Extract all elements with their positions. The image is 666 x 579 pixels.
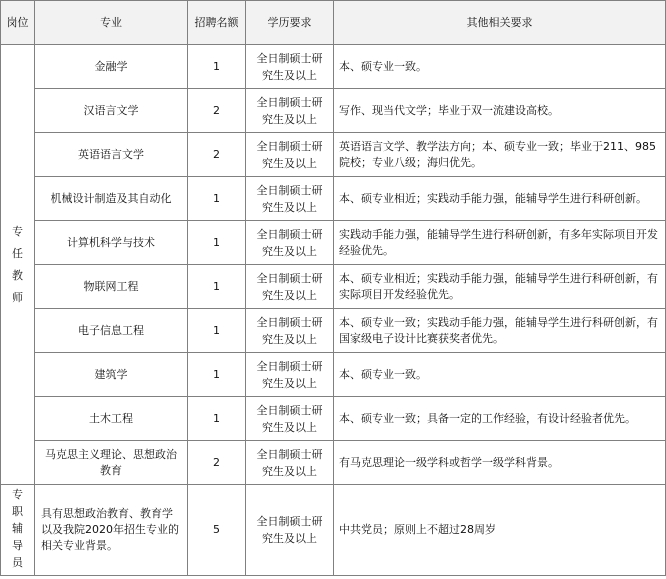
header-major: 专业 (35, 1, 188, 45)
position-label: 专职辅导员 (12, 488, 23, 569)
requirement-cell: 英语语言文学、教学法方向；本、硕专业一致；毕业于211、985院校；专业八级；海归优先。 (334, 133, 666, 177)
major-cell: 机械设计制造及其自动化 (35, 177, 188, 221)
requirement-cell: 中共党员；原则上不超过28周岁 (334, 485, 666, 576)
table-row (1, 177, 666, 221)
education-cell: 全日制硕士研究生及以上 (246, 353, 334, 397)
requirement-cell: 本、硕专业一致。 (334, 353, 666, 397)
requirement-cell: 本、硕专业相近；实践动手能力强，能辅导学生进行科研创新，有实际项目开发经验优先。 (334, 265, 666, 309)
quota-cell: 1 (188, 221, 246, 265)
requirement-cell: 本、硕专业一致。 (334, 45, 666, 89)
quota-cell: 1 (188, 265, 246, 309)
table-row (1, 265, 666, 309)
education-cell: 全日制硕士研究生及以上 (246, 309, 334, 353)
education-cell: 全日制硕士研究生及以上 (246, 133, 334, 177)
requirement-cell: 本、硕专业一致；具备一定的工作经验，有设计经验者优先。 (334, 397, 666, 441)
quota-cell: 2 (188, 89, 246, 133)
position-cell (1, 45, 35, 485)
education-cell: 全日制硕士研究生及以上 (246, 177, 334, 221)
header-row (1, 1, 666, 45)
education-cell: 全日制硕士研究生及以上 (246, 45, 334, 89)
requirement-cell: 写作、现当代文学；毕业于双一流建设高校。 (334, 89, 666, 133)
major-cell: 土木工程 (35, 397, 188, 441)
requirement-cell: 实践动手能力强，能辅导学生进行科研创新，有多年实际项目开发经验优先。 (334, 221, 666, 265)
major-cell: 英语语言文学 (35, 133, 188, 177)
header-education: 学历要求 (246, 1, 334, 45)
table-row (1, 485, 666, 576)
quota-cell: 5 (188, 485, 246, 576)
position-cell (1, 485, 35, 576)
quota-cell: 1 (188, 397, 246, 441)
education-cell: 全日制硕士研究生及以上 (246, 89, 334, 133)
major-cell: 电子信息工程 (35, 309, 188, 353)
quota-cell: 1 (188, 353, 246, 397)
table-row (1, 45, 666, 89)
position-label: 专任教师 (12, 224, 23, 304)
header-other-requirements: 其他相关要求 (334, 1, 666, 45)
table-row (1, 89, 666, 133)
major-cell: 具有思想政治教育、教育学以及我院2020年招生专业的相关专业背景。 (35, 485, 188, 576)
education-cell: 全日制硕士研究生及以上 (246, 485, 334, 576)
header-position: 岗位 (1, 1, 35, 45)
quota-cell: 2 (188, 133, 246, 177)
education-cell: 全日制硕士研究生及以上 (246, 265, 334, 309)
major-cell: 物联网工程 (35, 265, 188, 309)
header-quota: 招聘名额 (188, 1, 246, 45)
table-row (1, 441, 666, 485)
requirement-cell: 本、硕专业一致；实践动手能力强，能辅导学生进行科研创新，有国家级电子设计比赛获奖者优先。 (334, 309, 666, 353)
major-cell: 金融学 (35, 45, 188, 89)
education-cell: 全日制硕士研究生及以上 (246, 221, 334, 265)
requirement-cell: 有马克思理论一级学科或哲学一级学科背景。 (334, 441, 666, 485)
education-cell: 全日制硕士研究生及以上 (246, 397, 334, 441)
requirement-cell: 本、硕专业相近；实践动手能力强，能辅导学生进行科研创新。 (334, 177, 666, 221)
quota-cell: 1 (188, 45, 246, 89)
major-cell: 汉语言文学 (35, 89, 188, 133)
table-row (1, 221, 666, 265)
major-cell: 马克思主义理论、思想政治教育 (35, 441, 188, 485)
table-row (1, 353, 666, 397)
quota-cell: 1 (188, 177, 246, 221)
major-cell: 计算机科学与技术 (35, 221, 188, 265)
education-cell: 全日制硕士研究生及以上 (246, 441, 334, 485)
quota-cell: 2 (188, 441, 246, 485)
major-cell: 建筑学 (35, 353, 188, 397)
table-row (1, 133, 666, 177)
quota-cell: 1 (188, 309, 246, 353)
table-row (1, 309, 666, 353)
table-row (1, 397, 666, 441)
